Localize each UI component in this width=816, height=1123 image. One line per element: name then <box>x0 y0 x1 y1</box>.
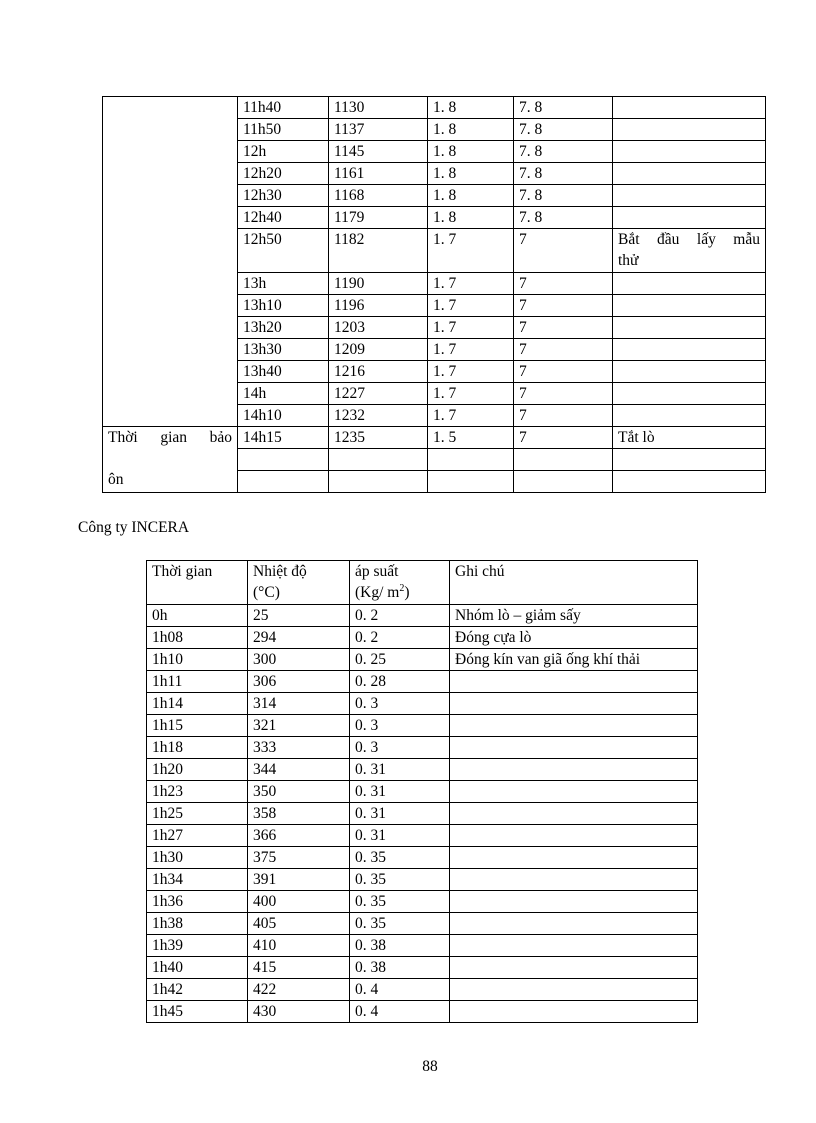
page-number: 88 <box>422 1058 438 1075</box>
cell-note <box>450 1001 698 1023</box>
cell-temperature: 1235 <box>329 427 428 449</box>
cell-temperature: 366 <box>248 825 350 847</box>
cell-pressure: 0. 2 <box>350 627 450 649</box>
cell-temperature: 410 <box>248 935 350 957</box>
table-row <box>147 759 698 781</box>
cell-note <box>613 229 766 273</box>
cell-note <box>450 913 698 935</box>
cell-value-a: 1. 8 <box>428 119 514 141</box>
table-row <box>147 737 698 759</box>
cell-note <box>613 163 766 185</box>
cell-time: 14h15 <box>238 427 329 449</box>
table-row <box>147 935 698 957</box>
header-temperature-line2: (°C) <box>253 584 280 601</box>
table-row <box>147 979 698 1001</box>
cell-note <box>450 935 698 957</box>
cell-note <box>450 825 698 847</box>
cell-pressure: 0. 3 <box>350 693 450 715</box>
cell-value-a <box>428 449 514 471</box>
cell-note <box>613 273 766 295</box>
cell-time: 1h23 <box>147 781 248 803</box>
cell-note <box>450 715 698 737</box>
cell-value-a: 1. 7 <box>428 339 514 361</box>
cell-time: 14h <box>238 383 329 405</box>
cell-value-a: 1. 8 <box>428 141 514 163</box>
cell-value-a: 1. 7 <box>428 273 514 295</box>
cell-pressure: 0. 31 <box>350 759 450 781</box>
cell-temperature: 333 <box>248 737 350 759</box>
cell-time: 1h20 <box>147 759 248 781</box>
cell-temperature: 422 <box>248 979 350 1001</box>
cell-value-b: 7 <box>514 405 613 427</box>
cell-note <box>450 781 698 803</box>
cell-note <box>450 803 698 825</box>
cell-time: 1h36 <box>147 891 248 913</box>
cell-temperature: 1145 <box>329 141 428 163</box>
cell-temperature: 1137 <box>329 119 428 141</box>
cell-note <box>613 119 766 141</box>
table-row <box>147 957 698 979</box>
cell-time: 12h <box>238 141 329 163</box>
cell-time: 1h11 <box>147 671 248 693</box>
phase-label-line1: Thời gian bảo <box>108 429 232 446</box>
cell-pressure: 0. 2 <box>350 605 450 627</box>
cell-note <box>613 339 766 361</box>
cell-temperature: 294 <box>248 627 350 649</box>
cell-temperature: 344 <box>248 759 350 781</box>
cell-value-a: 1. 7 <box>428 361 514 383</box>
cell-pressure: 0. 35 <box>350 913 450 935</box>
cell-value-a: 1. 8 <box>428 207 514 229</box>
kiln-log-table-continued <box>102 96 766 493</box>
cell-temperature: 306 <box>248 671 350 693</box>
cell-value-b: 7 <box>514 229 613 273</box>
cell-note: Đóng kín van giã ống khí thải <box>450 649 698 671</box>
header-pressure-unit-close: ) <box>404 584 410 601</box>
table-row <box>147 803 698 825</box>
cell-temperature: 1168 <box>329 185 428 207</box>
cell-pressure: 0. 38 <box>350 935 450 957</box>
cell-time: 1h45 <box>147 1001 248 1023</box>
table-row <box>147 847 698 869</box>
table-row <box>103 97 766 119</box>
cell-value-a: 1. 8 <box>428 163 514 185</box>
header-pressure-line2 <box>355 584 410 601</box>
cell-value-b: 7 <box>514 339 613 361</box>
cell-note <box>450 957 698 979</box>
table-row <box>147 781 698 803</box>
cell-time: 1h34 <box>147 869 248 891</box>
cell-temperature: 1203 <box>329 317 428 339</box>
cell-pressure: 0. 31 <box>350 781 450 803</box>
header-time <box>147 561 248 605</box>
table-row <box>147 891 698 913</box>
cell-temperature: 1227 <box>329 383 428 405</box>
cell-time: 0h <box>147 605 248 627</box>
cell-value-a <box>428 471 514 493</box>
cell-temperature: 405 <box>248 913 350 935</box>
phase-label-line2: ôn <box>108 471 124 488</box>
cell-value-b: 7. 8 <box>514 163 613 185</box>
cell-time <box>238 449 329 471</box>
cell-temperature: 321 <box>248 715 350 737</box>
cell-temperature: 375 <box>248 847 350 869</box>
cell-value-b: 7 <box>514 361 613 383</box>
cell-value-a: 1. 7 <box>428 229 514 273</box>
cell-time: 1h15 <box>147 715 248 737</box>
cell-time: 1h10 <box>147 649 248 671</box>
cell-time <box>238 471 329 493</box>
header-pressure-line1: áp suất <box>355 563 399 580</box>
note-line1: Bắt đầu lấy mẫu <box>618 231 760 248</box>
cell-note: Tắt lò <box>613 427 766 449</box>
cell-time: 1h18 <box>147 737 248 759</box>
cell-temperature: 1209 <box>329 339 428 361</box>
cell-note <box>450 847 698 869</box>
cell-note <box>613 185 766 207</box>
cell-value-b: 7. 8 <box>514 207 613 229</box>
table-row <box>147 605 698 627</box>
cell-temperature: 430 <box>248 1001 350 1023</box>
cell-temperature: 1232 <box>329 405 428 427</box>
cell-value-b: 7 <box>514 383 613 405</box>
table-row <box>147 715 698 737</box>
cell-time: 12h40 <box>238 207 329 229</box>
cell-temperature: 400 <box>248 891 350 913</box>
header-note-text: Ghi chú <box>455 563 505 580</box>
cell-note <box>613 361 766 383</box>
cell-note: Đóng cựa lò <box>450 627 698 649</box>
cell-note <box>450 759 698 781</box>
cell-temperature: 1196 <box>329 295 428 317</box>
cell-note <box>450 869 698 891</box>
cell-note <box>613 295 766 317</box>
cell-value-b: 7 <box>514 427 613 449</box>
cell-time: 13h40 <box>238 361 329 383</box>
cell-value-a: 1. 8 <box>428 185 514 207</box>
cell-time: 1h08 <box>147 627 248 649</box>
cell-time: 1h38 <box>147 913 248 935</box>
cell-pressure: 0. 31 <box>350 803 450 825</box>
cell-pressure: 0. 4 <box>350 979 450 1001</box>
cell-value-a: 1. 7 <box>428 317 514 339</box>
cell-pressure: 0. 3 <box>350 715 450 737</box>
header-pressure-unit: (Kg/ m <box>355 584 400 601</box>
table-row <box>147 671 698 693</box>
table-row <box>147 913 698 935</box>
table-row <box>147 649 698 671</box>
cell-pressure: 0. 35 <box>350 869 450 891</box>
cell-pressure: 0. 25 <box>350 649 450 671</box>
cell-pressure: 0. 31 <box>350 825 450 847</box>
cell-time: 1h40 <box>147 957 248 979</box>
header-temperature <box>248 561 350 605</box>
cell-value-b: 7. 8 <box>514 185 613 207</box>
cell-pressure: 0. 35 <box>350 891 450 913</box>
cell-temperature <box>329 449 428 471</box>
cell-value-b <box>514 471 613 493</box>
cell-note <box>613 383 766 405</box>
cell-value-a: 1. 7 <box>428 383 514 405</box>
table-row <box>147 869 698 891</box>
cell-temperature: 1190 <box>329 273 428 295</box>
cell-pressure: 0. 4 <box>350 1001 450 1023</box>
cell-value-b: 7 <box>514 273 613 295</box>
cell-pressure: 0. 3 <box>350 737 450 759</box>
cell-note <box>613 449 766 471</box>
cell-temperature: 1130 <box>329 97 428 119</box>
cell-temperature: 391 <box>248 869 350 891</box>
cell-note <box>450 693 698 715</box>
cell-time: 1h14 <box>147 693 248 715</box>
cell-time: 1h25 <box>147 803 248 825</box>
cell-note <box>613 317 766 339</box>
cell-time: 11h50 <box>238 119 329 141</box>
cell-note <box>613 207 766 229</box>
cell-time: 13h10 <box>238 295 329 317</box>
cell-note <box>450 891 698 913</box>
cell-time: 12h50 <box>238 229 329 273</box>
company-heading: Công ty INCERA <box>78 519 190 536</box>
header-temperature-line1: Nhiệt độ <box>253 563 307 580</box>
cell-note: Nhóm lò – giảm sấy <box>450 605 698 627</box>
cell-temperature: 300 <box>248 649 350 671</box>
cell-value-a: 1. 8 <box>428 97 514 119</box>
table-row <box>147 693 698 715</box>
cell-time: 12h30 <box>238 185 329 207</box>
cell-temperature: 314 <box>248 693 350 715</box>
cell-temperature: 25 <box>248 605 350 627</box>
cell-temperature <box>329 471 428 493</box>
table-header-row <box>147 561 698 605</box>
cell-pressure: 0. 28 <box>350 671 450 693</box>
cell-value-b: 7 <box>514 317 613 339</box>
table-row <box>103 427 766 449</box>
cell-temperature: 1161 <box>329 163 428 185</box>
cell-temperature: 350 <box>248 781 350 803</box>
cell-value-a: 1. 7 <box>428 295 514 317</box>
cell-note <box>613 141 766 163</box>
cell-time: 13h <box>238 273 329 295</box>
cell-note <box>613 405 766 427</box>
cell-time: 1h30 <box>147 847 248 869</box>
cell-value-b: 7 <box>514 295 613 317</box>
cell-time: 12h20 <box>238 163 329 185</box>
table-row <box>147 1001 698 1023</box>
cell-temperature: 358 <box>248 803 350 825</box>
cell-time: 13h20 <box>238 317 329 339</box>
cell-temperature: 1216 <box>329 361 428 383</box>
cell-temperature: 415 <box>248 957 350 979</box>
phase-cell-holding <box>103 427 238 493</box>
header-pressure <box>350 561 450 605</box>
table-row <box>147 825 698 847</box>
cell-time: 11h40 <box>238 97 329 119</box>
cell-time: 1h42 <box>147 979 248 1001</box>
table-row <box>147 627 698 649</box>
cell-time: 14h10 <box>238 405 329 427</box>
cell-note <box>450 671 698 693</box>
incera-kiln-log-table <box>146 560 698 1023</box>
cell-time: 1h39 <box>147 935 248 957</box>
header-time-text: Thời gian <box>152 563 213 580</box>
cell-note <box>613 471 766 493</box>
cell-temperature: 1179 <box>329 207 428 229</box>
cell-value-a: 1. 5 <box>428 427 514 449</box>
cell-note <box>613 97 766 119</box>
note-line2: thử <box>618 252 639 269</box>
cell-value-b: 7. 8 <box>514 97 613 119</box>
cell-time: 13h30 <box>238 339 329 361</box>
cell-value-b: 7. 8 <box>514 119 613 141</box>
cell-value-b: 7. 8 <box>514 141 613 163</box>
cell-note <box>450 737 698 759</box>
cell-value-a: 1. 7 <box>428 405 514 427</box>
cell-pressure: 0. 35 <box>350 847 450 869</box>
cell-note <box>450 979 698 1001</box>
header-note <box>450 561 698 605</box>
cell-pressure: 0. 38 <box>350 957 450 979</box>
header-pressure-unit-sup: 2 <box>399 582 405 594</box>
phase-cell-heating <box>103 97 238 427</box>
cell-time: 1h27 <box>147 825 248 847</box>
cell-value-b <box>514 449 613 471</box>
cell-temperature: 1182 <box>329 229 428 273</box>
